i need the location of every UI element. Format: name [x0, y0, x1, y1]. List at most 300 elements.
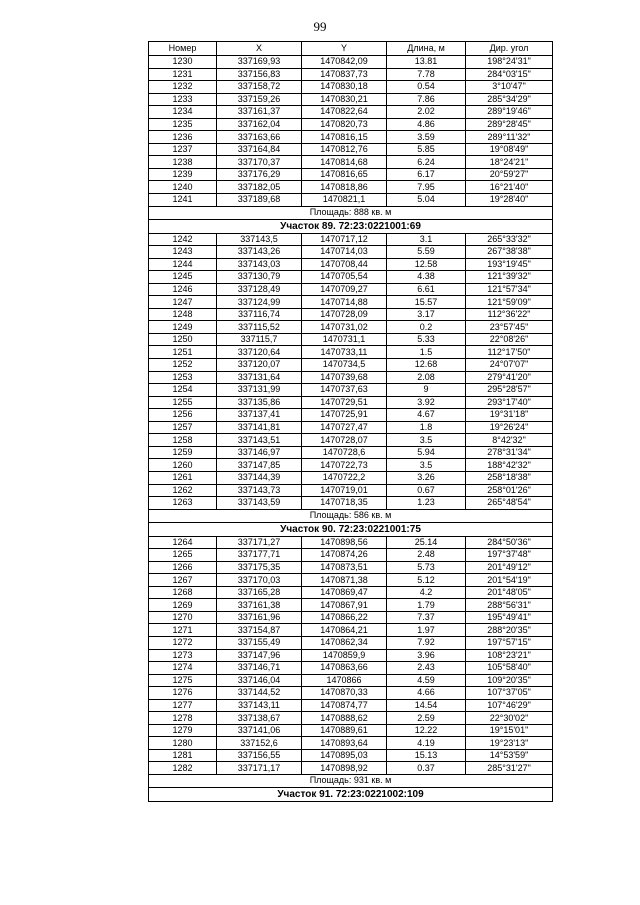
- table-row: [149, 624, 553, 637]
- table-row: [149, 118, 553, 131]
- direction-angle-cell: 197°37'48": [466, 549, 553, 562]
- direction-angle-cell: 108°23'21": [466, 649, 553, 662]
- direction-angle-cell: 258°18'38": [466, 471, 553, 484]
- direction-angle-cell: 265°48'54": [466, 497, 553, 510]
- table-row: [149, 687, 553, 700]
- y-coordinate-cell: 1470830,18: [302, 81, 387, 94]
- table-row: [149, 611, 553, 624]
- length-cell: 4.2: [387, 586, 466, 599]
- y-coordinate-cell: 1470893,64: [302, 737, 387, 750]
- point-number-cell: 1230: [149, 56, 217, 69]
- y-coordinate-cell: 1470719,01: [302, 484, 387, 497]
- table-row: [149, 434, 553, 447]
- y-coordinate-cell: 1470737,63: [302, 384, 387, 397]
- table-row: [149, 143, 553, 156]
- length-cell: 15.57: [387, 296, 466, 309]
- table-row: [149, 536, 553, 549]
- point-number-cell: 1277: [149, 699, 217, 712]
- direction-angle-cell: 8°42'32": [466, 434, 553, 447]
- point-number-cell: 1251: [149, 346, 217, 359]
- y-coordinate-cell: 1470739,68: [302, 371, 387, 384]
- length-cell: 3.92: [387, 396, 466, 409]
- x-coordinate-cell: 337143,11: [217, 699, 302, 712]
- y-coordinate-cell: 1470873,51: [302, 561, 387, 574]
- x-coordinate-cell: 337144,52: [217, 687, 302, 700]
- x-coordinate-cell: 337156,83: [217, 68, 302, 81]
- x-coordinate-cell: 337130,79: [217, 271, 302, 284]
- point-number-cell: 1256: [149, 409, 217, 422]
- direction-angle-cell: 284°03'15": [466, 68, 553, 81]
- length-cell: 5.59: [387, 246, 466, 259]
- length-cell: 2.08: [387, 371, 466, 384]
- point-number-cell: 1272: [149, 636, 217, 649]
- header-direction-angle: Дир. угол: [466, 42, 553, 56]
- length-cell: 3.5: [387, 434, 466, 447]
- length-cell: 5.94: [387, 446, 466, 459]
- x-coordinate-cell: 337161,96: [217, 611, 302, 624]
- point-number-cell: 1246: [149, 283, 217, 296]
- x-coordinate-cell: 337152,6: [217, 737, 302, 750]
- x-coordinate-cell: 337124,99: [217, 296, 302, 309]
- x-coordinate-cell: 337135,86: [217, 396, 302, 409]
- length-cell: 12.68: [387, 359, 466, 372]
- direction-angle-cell: 284°50'36": [466, 536, 553, 549]
- y-coordinate-cell: 1470729,51: [302, 396, 387, 409]
- point-number-cell: 1247: [149, 296, 217, 309]
- direction-angle-cell: 285°31'27": [466, 762, 553, 775]
- length-cell: 2.43: [387, 662, 466, 675]
- table-row: [149, 471, 553, 484]
- direction-angle-cell: 19°08'49": [466, 143, 553, 156]
- section-heading-row: [149, 522, 553, 536]
- length-cell: 15.13: [387, 749, 466, 762]
- point-number-cell: 1240: [149, 181, 217, 194]
- direction-angle-cell: 19°28'40": [466, 194, 553, 207]
- area-cell: Площадь: 586 кв. м: [149, 509, 553, 522]
- direction-angle-cell: 201°48'05": [466, 586, 553, 599]
- length-cell: 5.04: [387, 194, 466, 207]
- x-coordinate-cell: 337141,06: [217, 724, 302, 737]
- point-number-cell: 1233: [149, 93, 217, 106]
- table-row: [149, 333, 553, 346]
- x-coordinate-cell: 337131,64: [217, 371, 302, 384]
- length-cell: 25.14: [387, 536, 466, 549]
- table-row: [149, 359, 553, 372]
- point-number-cell: 1231: [149, 68, 217, 81]
- y-coordinate-cell: 1470871,38: [302, 574, 387, 587]
- y-coordinate-cell: 1470862,34: [302, 636, 387, 649]
- x-coordinate-cell: 337146,97: [217, 446, 302, 459]
- length-cell: 7.78: [387, 68, 466, 81]
- table-row: [149, 762, 553, 775]
- point-number-cell: 1269: [149, 599, 217, 612]
- table-row: [149, 586, 553, 599]
- y-coordinate-cell: 1470863,66: [302, 662, 387, 675]
- point-number-cell: 1278: [149, 712, 217, 725]
- header-y: Y: [302, 42, 387, 56]
- point-number-cell: 1263: [149, 497, 217, 510]
- point-number-cell: 1281: [149, 749, 217, 762]
- table-row: [149, 93, 553, 106]
- y-coordinate-cell: 1470821,1: [302, 194, 387, 207]
- length-cell: 7.37: [387, 611, 466, 624]
- x-coordinate-cell: 337182,05: [217, 181, 302, 194]
- x-coordinate-cell: 337161,37: [217, 106, 302, 119]
- x-coordinate-cell: 337156,55: [217, 749, 302, 762]
- x-coordinate-cell: 337164,84: [217, 143, 302, 156]
- y-coordinate-cell: 1470898,56: [302, 536, 387, 549]
- section-heading: Участок 89. 72:23:0221001:69: [149, 219, 553, 233]
- section-heading: Участок 91. 72:23:0221002:109: [149, 787, 553, 801]
- x-coordinate-cell: 337161,38: [217, 599, 302, 612]
- y-coordinate-cell: 1470895,03: [302, 749, 387, 762]
- header-x: X: [217, 42, 302, 56]
- length-cell: 4.59: [387, 674, 466, 687]
- point-number-cell: 1267: [149, 574, 217, 587]
- point-number-cell: 1250: [149, 333, 217, 346]
- point-number-cell: 1249: [149, 321, 217, 334]
- table-row: [149, 156, 553, 169]
- y-coordinate-cell: 1470714,88: [302, 296, 387, 309]
- x-coordinate-cell: 337171,17: [217, 762, 302, 775]
- x-coordinate-cell: 337165,28: [217, 586, 302, 599]
- direction-angle-cell: 285°34'29": [466, 93, 553, 106]
- direction-angle-cell: 288°56'31": [466, 599, 553, 612]
- section-heading-row: [149, 219, 553, 233]
- point-number-cell: 1258: [149, 434, 217, 447]
- table-row: [149, 131, 553, 144]
- table-row: [149, 81, 553, 94]
- point-number-cell: 1244: [149, 258, 217, 271]
- direction-angle-cell: 288°20'35": [466, 624, 553, 637]
- table-row: [149, 674, 553, 687]
- y-coordinate-cell: 1470866,22: [302, 611, 387, 624]
- length-cell: 1.97: [387, 624, 466, 637]
- coordinates-table: [148, 41, 553, 802]
- y-coordinate-cell: 1470708,44: [302, 258, 387, 271]
- point-number-cell: 1273: [149, 649, 217, 662]
- direction-angle-cell: 201°49'12": [466, 561, 553, 574]
- x-coordinate-cell: 337143,26: [217, 246, 302, 259]
- x-coordinate-cell: 337137,41: [217, 409, 302, 422]
- y-coordinate-cell: 1470816,65: [302, 168, 387, 181]
- table-row: [149, 699, 553, 712]
- x-coordinate-cell: 337176,29: [217, 168, 302, 181]
- y-coordinate-cell: 1470734,5: [302, 359, 387, 372]
- x-coordinate-cell: 337120,07: [217, 359, 302, 372]
- y-coordinate-cell: 1470830,21: [302, 93, 387, 106]
- direction-angle-cell: 24°07'07": [466, 359, 553, 372]
- header-number: Номер: [149, 42, 217, 56]
- point-number-cell: 1242: [149, 233, 217, 246]
- length-cell: 0.54: [387, 81, 466, 94]
- point-number-cell: 1232: [149, 81, 217, 94]
- x-coordinate-cell: 337146,04: [217, 674, 302, 687]
- length-cell: 7.86: [387, 93, 466, 106]
- length-cell: 3.26: [387, 471, 466, 484]
- y-coordinate-cell: 1470869,47: [302, 586, 387, 599]
- section-heading-row: [149, 787, 553, 801]
- point-number-cell: 1268: [149, 586, 217, 599]
- table-row: [149, 497, 553, 510]
- direction-angle-cell: 121°39'32": [466, 271, 553, 284]
- table-row: [149, 246, 553, 259]
- table-row: [149, 446, 553, 459]
- length-cell: 4.19: [387, 737, 466, 750]
- length-cell: 4.66: [387, 687, 466, 700]
- area-cell: Площадь: 931 кв. м: [149, 774, 553, 787]
- length-cell: 5.85: [387, 143, 466, 156]
- direction-angle-cell: 121°59'09": [466, 296, 553, 309]
- direction-angle-cell: 107°37'05": [466, 687, 553, 700]
- point-number-cell: 1276: [149, 687, 217, 700]
- x-coordinate-cell: 337147,85: [217, 459, 302, 472]
- x-coordinate-cell: 337169,93: [217, 56, 302, 69]
- table-row: [149, 283, 553, 296]
- table-row: [149, 737, 553, 750]
- table-row: [149, 662, 553, 675]
- direction-angle-cell: 267°38'38": [466, 246, 553, 259]
- point-number-cell: 1262: [149, 484, 217, 497]
- x-coordinate-cell: 337171,27: [217, 536, 302, 549]
- y-coordinate-cell: 1470709,27: [302, 283, 387, 296]
- length-cell: 4.86: [387, 118, 466, 131]
- point-number-cell: 1282: [149, 762, 217, 775]
- y-coordinate-cell: 1470818,86: [302, 181, 387, 194]
- x-coordinate-cell: 337116,74: [217, 308, 302, 321]
- point-number-cell: 1236: [149, 131, 217, 144]
- y-coordinate-cell: 1470874,77: [302, 699, 387, 712]
- x-coordinate-cell: 337175,35: [217, 561, 302, 574]
- direction-angle-cell: 19°15'01": [466, 724, 553, 737]
- direction-angle-cell: 19°23'13": [466, 737, 553, 750]
- table-row: [149, 636, 553, 649]
- length-cell: 1.79: [387, 599, 466, 612]
- direction-angle-cell: 112°36'22": [466, 308, 553, 321]
- length-cell: 6.61: [387, 283, 466, 296]
- direction-angle-cell: 278°31'34": [466, 446, 553, 459]
- y-coordinate-cell: 1470842,09: [302, 56, 387, 69]
- length-cell: 12.22: [387, 724, 466, 737]
- point-number-cell: 1264: [149, 536, 217, 549]
- x-coordinate-cell: 337138,67: [217, 712, 302, 725]
- direction-angle-cell: 193°19'45": [466, 258, 553, 271]
- point-number-cell: 1266: [149, 561, 217, 574]
- point-number-cell: 1260: [149, 459, 217, 472]
- table-row: [149, 346, 553, 359]
- length-cell: 6.24: [387, 156, 466, 169]
- point-number-cell: 1270: [149, 611, 217, 624]
- length-cell: 0.67: [387, 484, 466, 497]
- y-coordinate-cell: 1470731,1: [302, 333, 387, 346]
- point-number-cell: 1237: [149, 143, 217, 156]
- table-body: [149, 56, 553, 802]
- x-coordinate-cell: 337143,59: [217, 497, 302, 510]
- y-coordinate-cell: 1470714,03: [302, 246, 387, 259]
- page-number: 99: [313, 19, 327, 34]
- length-cell: 1.8: [387, 421, 466, 434]
- y-coordinate-cell: 1470820,73: [302, 118, 387, 131]
- y-coordinate-cell: 1470722,2: [302, 471, 387, 484]
- y-coordinate-cell: 1470866: [302, 674, 387, 687]
- y-coordinate-cell: 1470812,76: [302, 143, 387, 156]
- y-coordinate-cell: 1470864,21: [302, 624, 387, 637]
- length-cell: 9: [387, 384, 466, 397]
- table-row: [149, 484, 553, 497]
- table-row: [149, 321, 553, 334]
- x-coordinate-cell: 337162,04: [217, 118, 302, 131]
- x-coordinate-cell: 337154,87: [217, 624, 302, 637]
- point-number-cell: 1253: [149, 371, 217, 384]
- point-number-cell: 1275: [149, 674, 217, 687]
- direction-angle-cell: 20°59'27": [466, 168, 553, 181]
- y-coordinate-cell: 1470889,61: [302, 724, 387, 737]
- length-cell: 5.33: [387, 333, 466, 346]
- point-number-cell: 1280: [149, 737, 217, 750]
- point-number-cell: 1252: [149, 359, 217, 372]
- x-coordinate-cell: 337120,64: [217, 346, 302, 359]
- direction-angle-cell: 19°26'24": [466, 421, 553, 434]
- length-cell: 3.59: [387, 131, 466, 144]
- length-cell: 1.23: [387, 497, 466, 510]
- direction-angle-cell: 258°01'26": [466, 484, 553, 497]
- x-coordinate-cell: 337143,73: [217, 484, 302, 497]
- table-row: [149, 561, 553, 574]
- direction-angle-cell: 107°46'29": [466, 699, 553, 712]
- table-row: [149, 712, 553, 725]
- x-coordinate-cell: 337155,49: [217, 636, 302, 649]
- table-row: [149, 599, 553, 612]
- y-coordinate-cell: 1470733,11: [302, 346, 387, 359]
- x-coordinate-cell: 337115,52: [217, 321, 302, 334]
- table-row: [149, 549, 553, 562]
- section-heading: Участок 90. 72:23:0221001:75: [149, 522, 553, 536]
- direction-angle-cell: 16°21'40": [466, 181, 553, 194]
- area-row: [149, 509, 553, 522]
- direction-angle-cell: 201°54'19": [466, 574, 553, 587]
- x-coordinate-cell: 337146,71: [217, 662, 302, 675]
- area-row: [149, 206, 553, 219]
- y-coordinate-cell: 1470728,07: [302, 434, 387, 447]
- table-row: [149, 384, 553, 397]
- length-cell: 0.2: [387, 321, 466, 334]
- direction-angle-cell: 19°31'18": [466, 409, 553, 422]
- table-row: [149, 421, 553, 434]
- point-number-cell: 1245: [149, 271, 217, 284]
- y-coordinate-cell: 1470898,92: [302, 762, 387, 775]
- direction-angle-cell: 23°57'45": [466, 321, 553, 334]
- point-number-cell: 1238: [149, 156, 217, 169]
- table-row: [149, 574, 553, 587]
- direction-angle-cell: 198°24'31": [466, 56, 553, 69]
- table-row: [149, 233, 553, 246]
- x-coordinate-cell: 337170,03: [217, 574, 302, 587]
- y-coordinate-cell: 1470870,33: [302, 687, 387, 700]
- length-cell: 2.02: [387, 106, 466, 119]
- point-number-cell: 1254: [149, 384, 217, 397]
- y-coordinate-cell: 1470822,64: [302, 106, 387, 119]
- direction-angle-cell: 295°28'57": [466, 384, 553, 397]
- direction-angle-cell: 105°58'40": [466, 662, 553, 675]
- length-cell: 5.12: [387, 574, 466, 587]
- length-cell: 1.5: [387, 346, 466, 359]
- y-coordinate-cell: 1470874,26: [302, 549, 387, 562]
- x-coordinate-cell: 337143,5: [217, 233, 302, 246]
- direction-angle-cell: 293°17'40": [466, 396, 553, 409]
- direction-angle-cell: 289°19'46": [466, 106, 553, 119]
- y-coordinate-cell: 1470867,91: [302, 599, 387, 612]
- length-cell: 4.67: [387, 409, 466, 422]
- length-cell: 0.37: [387, 762, 466, 775]
- y-coordinate-cell: 1470727,47: [302, 421, 387, 434]
- point-number-cell: 1274: [149, 662, 217, 675]
- table-row: [149, 308, 553, 321]
- direction-angle-cell: 197°57'15": [466, 636, 553, 649]
- x-coordinate-cell: 337163,66: [217, 131, 302, 144]
- direction-angle-cell: 289°11'32": [466, 131, 553, 144]
- table-row: [149, 409, 553, 422]
- point-number-cell: 1279: [149, 724, 217, 737]
- point-number-cell: 1235: [149, 118, 217, 131]
- y-coordinate-cell: 1470725,91: [302, 409, 387, 422]
- point-number-cell: 1234: [149, 106, 217, 119]
- direction-angle-cell: 279°41'20": [466, 371, 553, 384]
- direction-angle-cell: 188°42'32": [466, 459, 553, 472]
- length-cell: 6.17: [387, 168, 466, 181]
- table-row: [149, 396, 553, 409]
- length-cell: 3.96: [387, 649, 466, 662]
- direction-angle-cell: 14°53'59": [466, 749, 553, 762]
- y-coordinate-cell: 1470814,68: [302, 156, 387, 169]
- y-coordinate-cell: 1470722,73: [302, 459, 387, 472]
- x-coordinate-cell: 337170,37: [217, 156, 302, 169]
- x-coordinate-cell: 337144,39: [217, 471, 302, 484]
- length-cell: 3.1: [387, 233, 466, 246]
- x-coordinate-cell: 337159,26: [217, 93, 302, 106]
- direction-angle-cell: 3°10'47": [466, 81, 553, 94]
- x-coordinate-cell: 337143,51: [217, 434, 302, 447]
- point-number-cell: 1255: [149, 396, 217, 409]
- y-coordinate-cell: 1470816,15: [302, 131, 387, 144]
- length-cell: 2.48: [387, 549, 466, 562]
- direction-angle-cell: 121°57'34": [466, 283, 553, 296]
- length-cell: 3.17: [387, 308, 466, 321]
- table-row: [149, 371, 553, 384]
- table-row: [149, 168, 553, 181]
- length-cell: 5.73: [387, 561, 466, 574]
- y-coordinate-cell: 1470717,12: [302, 233, 387, 246]
- table-row: [149, 649, 553, 662]
- direction-angle-cell: 22°30'02": [466, 712, 553, 725]
- x-coordinate-cell: 337143,03: [217, 258, 302, 271]
- length-cell: 7.95: [387, 181, 466, 194]
- y-coordinate-cell: 1470728,09: [302, 308, 387, 321]
- y-coordinate-cell: 1470859,9: [302, 649, 387, 662]
- point-number-cell: 1248: [149, 308, 217, 321]
- y-coordinate-cell: 1470888,62: [302, 712, 387, 725]
- table-row: [149, 56, 553, 69]
- table-row: [149, 181, 553, 194]
- direction-angle-cell: 265°33'32": [466, 233, 553, 246]
- x-coordinate-cell: 337189,68: [217, 194, 302, 207]
- table-row: [149, 271, 553, 284]
- x-coordinate-cell: 337158,72: [217, 81, 302, 94]
- x-coordinate-cell: 337177,71: [217, 549, 302, 562]
- table-row: [149, 749, 553, 762]
- table-row: [149, 296, 553, 309]
- y-coordinate-cell: 1470728,6: [302, 446, 387, 459]
- point-number-cell: 1259: [149, 446, 217, 459]
